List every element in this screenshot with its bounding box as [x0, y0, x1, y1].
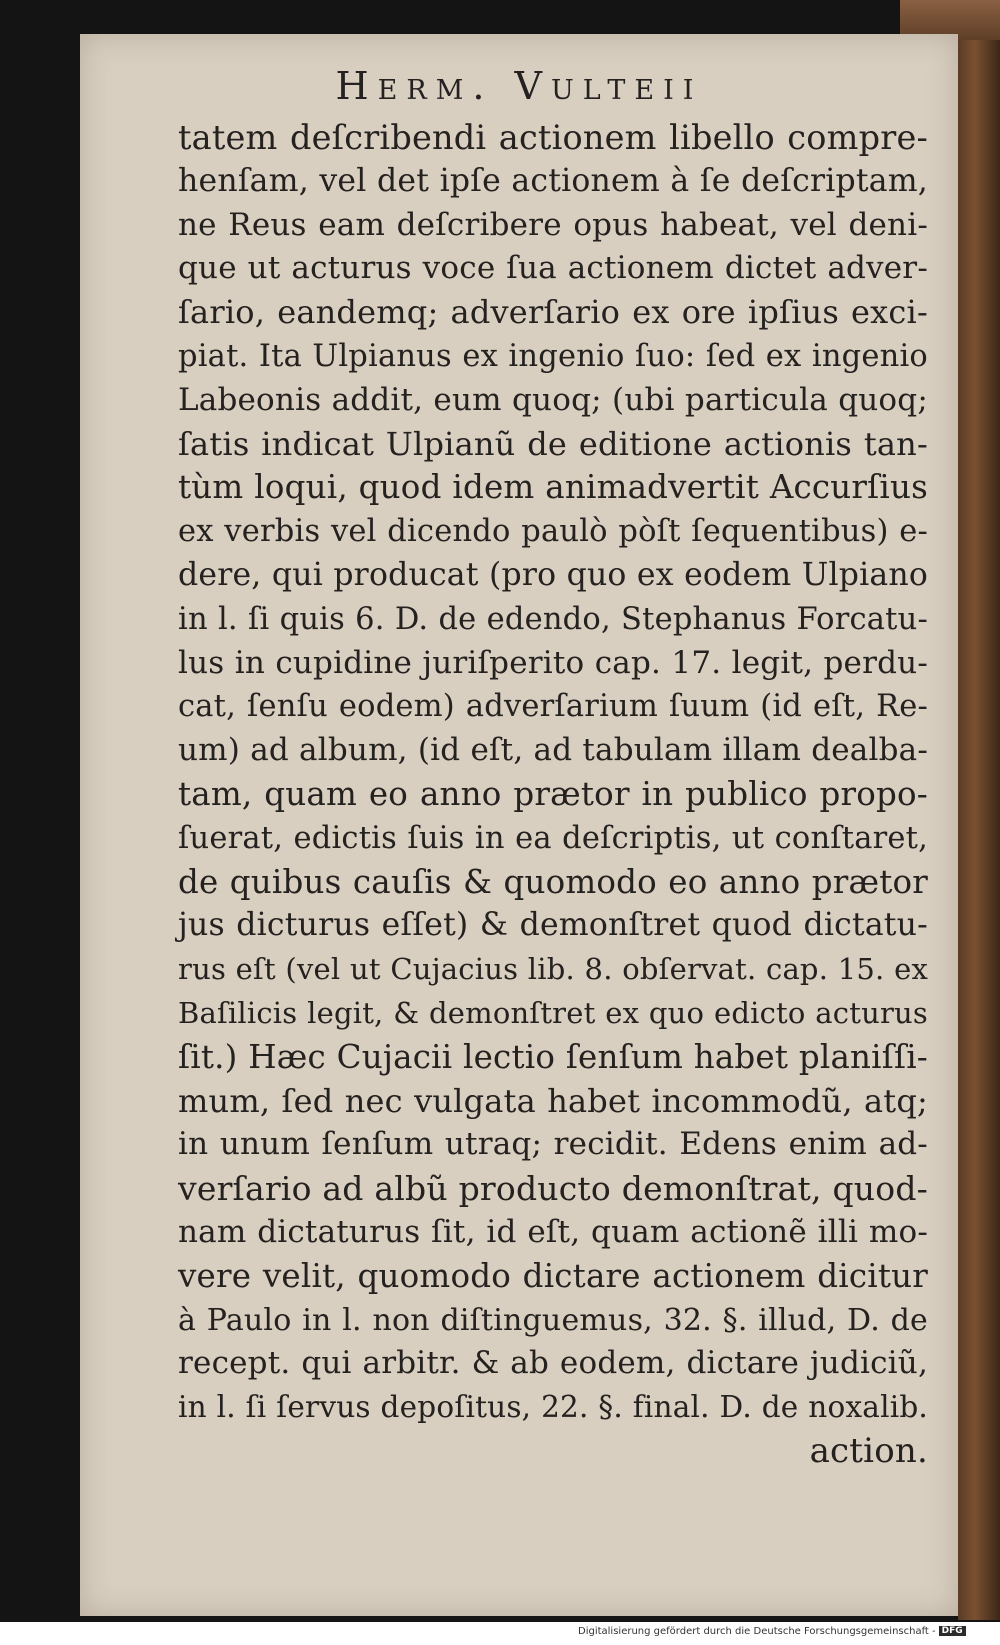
text-line: Labeonis addit, eum quoq; (ubi particula quoq;: [178, 381, 928, 418]
book-page: [80, 34, 958, 1616]
digitization-credit: [578, 1626, 988, 1642]
text-line: ſit.) Hæc Cujacii lectio ſenſum habet planiſſi-: [178, 1037, 928, 1076]
text-line: um) ad album, (id eſt, ad tabulam illam dealba-: [178, 732, 928, 769]
text-line: mum, ſed nec vulgata habet incommodũ, atq;: [178, 1081, 928, 1120]
text-line: tatem deſcribendi actionem libello compre-: [178, 118, 928, 157]
text-line: in unum ſenſum utraq; recidit. Edens enim ad-: [178, 1126, 928, 1163]
text-line-catchword: action.: [809, 1430, 928, 1471]
text-line: recept. qui arbitr. & ab eodem, dictare judiciũ,: [178, 1345, 928, 1382]
text-line: ſario, eandemq; adverſario ex ore ipſius exci-: [178, 293, 928, 332]
running-title: Herm. Vulteii: [335, 64, 703, 108]
text-line: henſam, vel det ipſe actionem à ſe deſcriptam,: [178, 162, 928, 199]
credit-text: Digitalisierung gefördert durch die Deutsche Forschungsgemeinschaft -: [578, 1626, 936, 1637]
text-line: à Paulo in l. non diſtinguemus, 32. §. illud, D. de: [178, 1302, 928, 1338]
text-line: verſario ad albũ producto demonſtrat, quod-: [178, 1169, 928, 1209]
text-line: rus eſt (vel ut Cujacius lib. 8. obſervat. cap. 15. ex: [178, 952, 928, 987]
text-line: Baſilicis legit, & demonſtret ex quo edicto acturus: [178, 995, 928, 1030]
text-line: in l. ſi quis 6. D. de edendo, Stephanus Forcatu-: [178, 601, 928, 637]
dfg-logo: DFG: [939, 1626, 966, 1636]
text-line: in l. ſi ſervus depoſitus, 22. §. final. D. de noxalib.: [178, 1390, 928, 1425]
text-line: cat, ſenſu eodem) adverſarium ſuum (id eſt, Re-: [178, 689, 928, 725]
text-line: lus in cupidine juriſperito cap. 17. legit, perdu-: [178, 644, 928, 681]
text-line: ſatis indicat Ulpianũ de editione actionis tan-: [178, 424, 928, 463]
text-line: de quibus cauſis & quomodo eo anno prætor: [178, 862, 928, 901]
text-line: ex verbis vel dicendo paulò pòſt ſequentibus) e-: [178, 514, 928, 550]
text-line: jus dicturus eſſet) & demonſtret quod dictatu-: [178, 907, 928, 944]
text-line: tùm loqui, quod idem animadvertit Accurſius: [178, 468, 928, 507]
text-line: tam, quam eo anno prætor in publico propo-: [178, 774, 928, 813]
text-line: que ut acturus voce ſua actionem dictet adver-: [178, 250, 928, 287]
body-text: [178, 116, 928, 1474]
text-line: vere velit, quomodo dictare actionem dicitur: [178, 1256, 928, 1295]
text-line: ne Reus eam deſcribere opus habeat, vel deni-: [178, 206, 928, 243]
text-line: nam dictaturus ſit, id eſt, quam actionẽ illi mo-: [178, 1213, 928, 1250]
text-line: piat. Ita Ulpianus ex ingenio ſuo: ſed ex ingenio: [178, 338, 928, 374]
book-cover-edge: [958, 40, 1000, 1620]
text-line: ſuerat, edictis ſuis in ea deſcriptis, ut conſtaret,: [178, 820, 928, 856]
text-line: dere, qui producat (pro quo ex eodem Ulpiano: [178, 556, 928, 593]
